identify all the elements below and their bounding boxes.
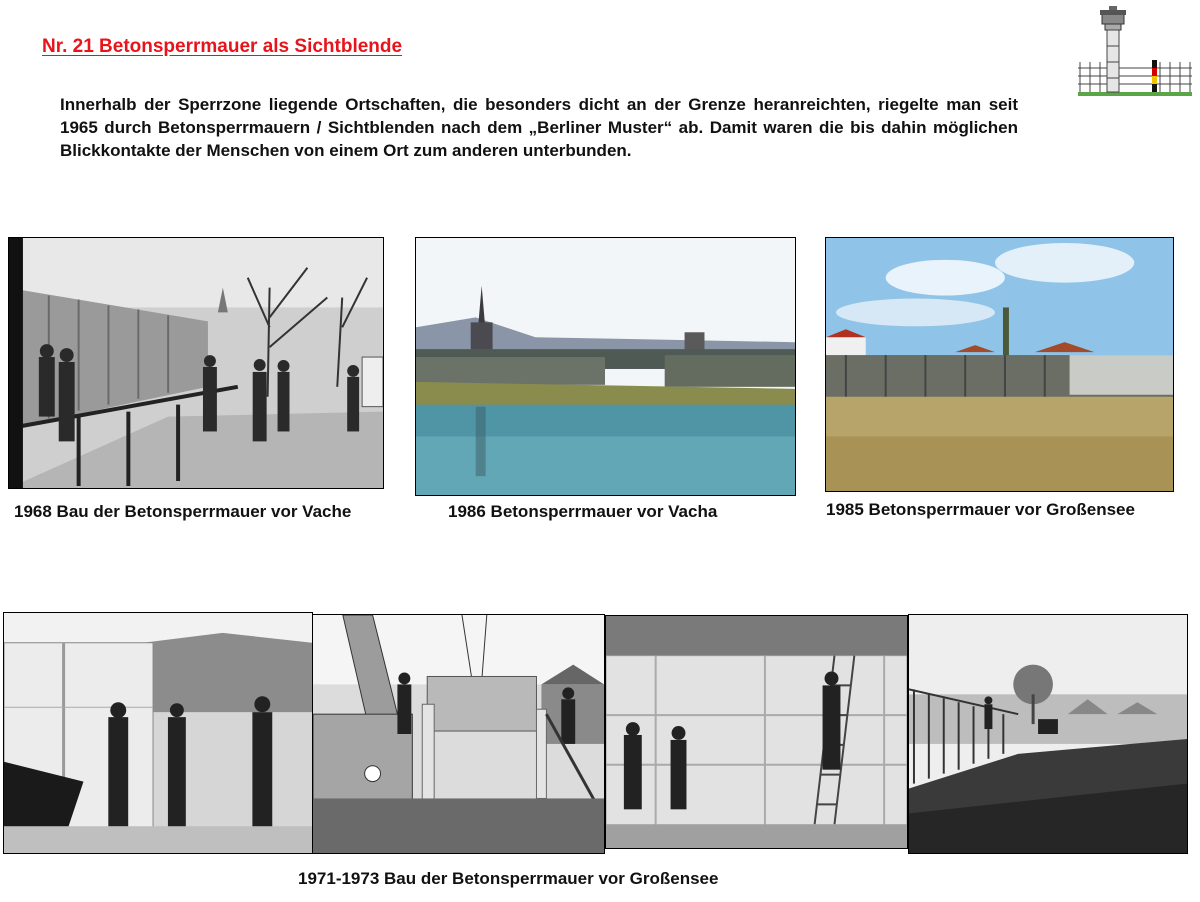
caption-bottom-row: 1971-1973 Bau der Betonsperrmauer vor Großensee bbox=[298, 869, 719, 888]
caption-photo-3: 1985 Betonsperrmauer vor Großensee bbox=[826, 500, 1135, 519]
photo-1968-construction bbox=[8, 237, 384, 489]
caption-photo-2: 1986 Betonsperrmauer vor Vacha bbox=[448, 502, 718, 521]
watchtower-icon bbox=[1076, 2, 1194, 98]
intro-text: Innerhalb der Sperrzone liegende Ortschaften, die besonders dicht an der Grenze heranreichten, riegelte man seit 1965 durch Betonsperrmauern / Sichtblenden nach dem „Berliner Muster“ ab. Damit waren die bis dahin möglichen Blickkontakte der Menschen von einem Ort zum anderen unterbunden. bbox=[60, 95, 1018, 160]
photo-1986-vacha bbox=[415, 237, 796, 496]
photo-construction-4 bbox=[908, 614, 1188, 854]
page-title: Nr. 21 Betonsperrmauer als Sichtblende bbox=[42, 36, 403, 57]
photo-construction-3 bbox=[605, 615, 908, 849]
watchtower-logo bbox=[1076, 2, 1194, 98]
photo-construction-2 bbox=[312, 614, 605, 854]
photo-1985-grossensee bbox=[825, 237, 1174, 492]
caption-photo-1: 1968 Bau der Betonsperrmauer vor Vache bbox=[14, 502, 352, 521]
photo-construction-1 bbox=[3, 612, 313, 854]
